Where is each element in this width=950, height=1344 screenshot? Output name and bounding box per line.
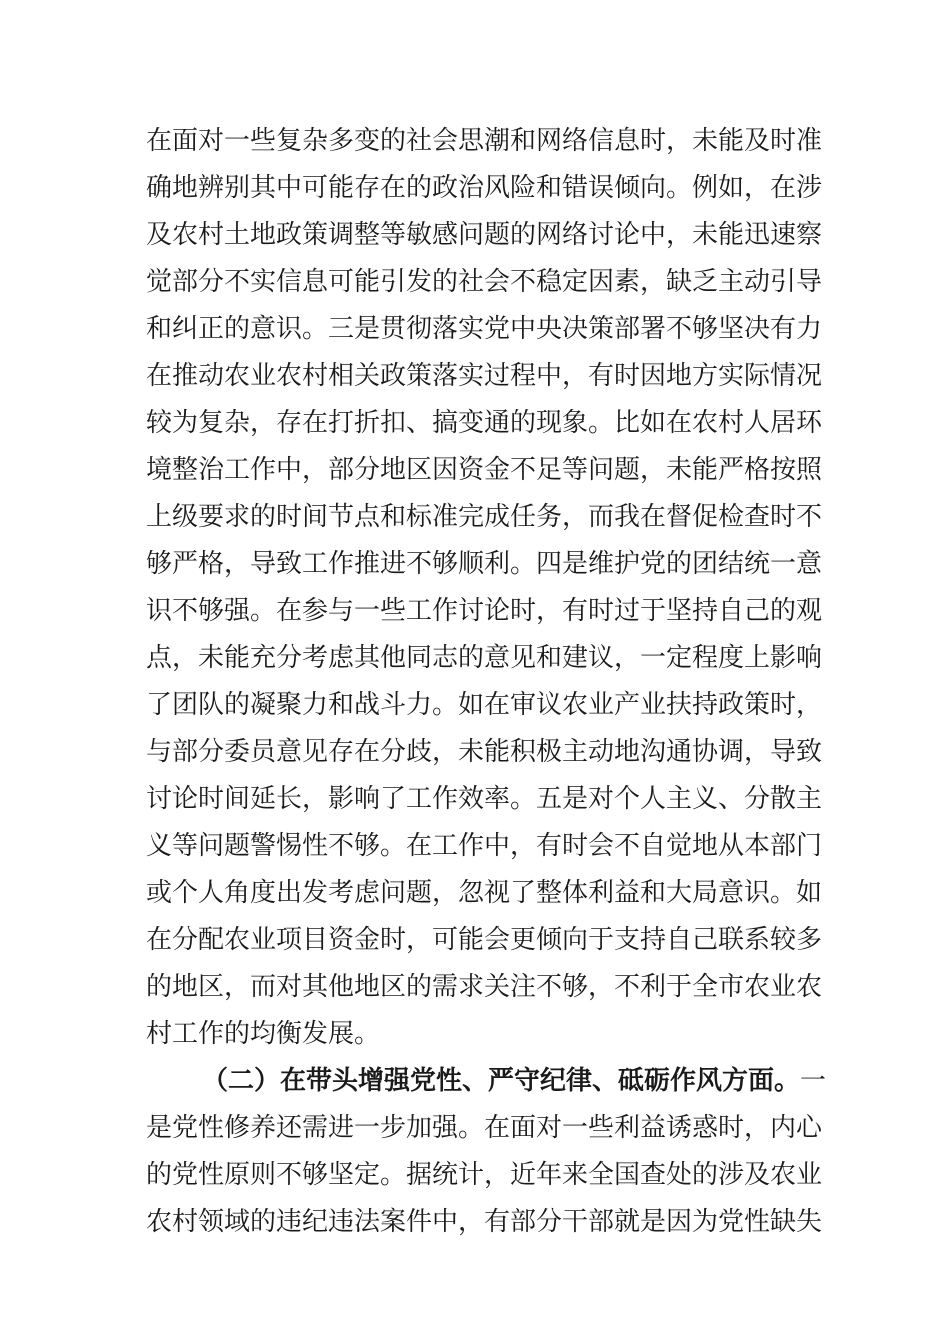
text-line: 是党性修养还需进一步加强。在面对一些利益诱惑时，内心 [146, 1113, 823, 1143]
text-line: 和纠正的意识。三是贯彻落实党中央决策部署不够坚决有力 [146, 314, 823, 344]
text-line: 的党性原则不够坚定。据统计，近年来全国查处的涉及农业 [146, 1160, 823, 1190]
section-heading-tail: 一 [800, 1066, 827, 1096]
text-line: 农村领域的违纪违法案件中，有部分干部就是因为党性缺失 [146, 1207, 823, 1237]
text-line: 在分配农业项目资金时，可能会更倾向于支持自己联系较多 [146, 925, 823, 955]
text-line: 较为复杂，存在打折扣、搞变通的现象。比如在农村人居环 [146, 408, 823, 438]
section-heading-line [146, 1058, 827, 1105]
text-line: 够严格，导致工作推进不够顺利。四是维护党的团结统一意 [146, 549, 823, 579]
text-line: 点，未能充分考虑其他同志的意见和建议，一定程度上影响 [146, 643, 823, 673]
text-line: 或个人角度出发考虑问题，忽视了整体利益和大局意识。如 [146, 878, 823, 908]
text-line: 确地辨别其中可能存在的政治风险和错误倾向。例如，在涉 [146, 173, 823, 203]
text-line: 讨论时间延长，影响了工作效率。五是对个人主义、分散主 [146, 784, 823, 814]
text-line: 识不够强。在参与一些工作讨论时，有时过于坚持自己的观 [146, 596, 823, 626]
section-heading: （二）在带头增强党性、严守纪律、砥砺作风方面。 [202, 1066, 801, 1096]
text-line: 义等问题警惕性不够。在工作中，有时会不自觉地从本部门 [146, 831, 823, 861]
text-line: 与部分委员意见存在分歧，未能积极主动地沟通协调，导致 [146, 737, 823, 767]
text-line: 村工作的均衡发展。 [146, 1019, 381, 1049]
text-line: 在面对一些复杂多变的社会思潮和网络信息时，未能及时准 [146, 126, 823, 156]
text-line: 上级要求的时间节点和标准完成任务，而我在督促检查时不 [146, 502, 823, 532]
text-line: 的地区，而对其他地区的需求关注不够，不利于全市农业农 [146, 972, 823, 1002]
text-line: 境整治工作中，部分地区因资金不足等问题，未能严格按照 [146, 455, 823, 485]
text-line: 及农村土地政策调整等敏感问题的网络讨论中，未能迅速察 [146, 220, 823, 250]
body-text [146, 118, 827, 1246]
text-line: 觉部分不实信息可能引发的社会不稳定因素，缺乏主动引导 [146, 267, 823, 297]
text-line: 了团队的凝聚力和战斗力。如在审议农业产业扶持政策时， [146, 690, 823, 720]
text-line: 在推动农业农村相关政策落实过程中，有时因地方实际情况 [146, 361, 823, 391]
